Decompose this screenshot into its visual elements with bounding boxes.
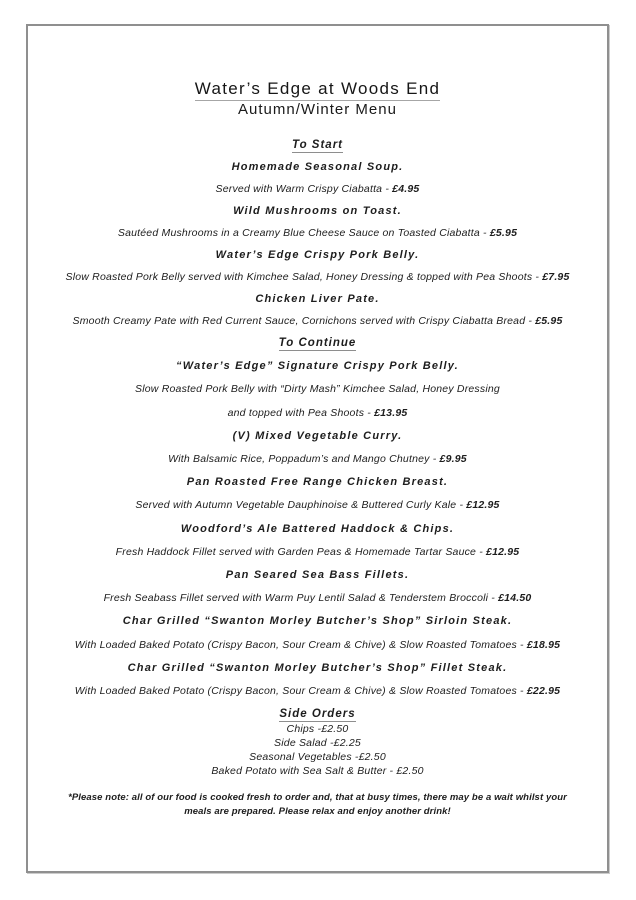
section-to-start <box>26 134 609 332</box>
section-heading-to-continue: To Continue <box>278 337 357 349</box>
menu-item-description: Slow Roasted Pork Belly served with Kimchee Salad, Honey Dressing & topped with Pea Shoots - £7.95 <box>65 271 570 283</box>
menu-item-description: With Loaded Baked Potato (Crispy Bacon, Sour Cream & Chive) & Slow Roasted Tomatoes - £18.95 <box>74 638 561 651</box>
menu-item-description: Sautéed Mushrooms in a Creamy Blue Cheese Sauce on Toasted Ciabatta - £5.95 <box>117 227 518 239</box>
menu-item-description: Smooth Creamy Pate with Red Current Sauce, Cornichons served with Crispy Ciabatta Bread - £5.95 <box>72 315 563 327</box>
menu-page <box>26 24 609 819</box>
footnote: *Please note: all of our food is cooked fresh to order and, that at busy times, there may be a wait whilst your meals are prepared. Please relax and enjoy another drink! <box>68 792 567 818</box>
price: £4.95 <box>392 183 420 195</box>
price: £5.95 <box>535 315 563 327</box>
price: £7.95 <box>542 271 570 283</box>
menu-item-name: Pan Roasted Free Range Chicken Breast. <box>186 476 449 489</box>
menu-item-name: Pan Seared Sea Bass Fillets. <box>225 569 410 582</box>
side-order-line: Side Salad -£2.25 <box>274 737 361 750</box>
menu-item-description: With Loaded Baked Potato (Crispy Bacon, Sour Cream & Chive) & Slow Roasted Tomatoes - £22.95 <box>74 685 561 698</box>
price: £22.95 <box>526 685 561 698</box>
side-order-line: Baked Potato with Sea Salt & Butter - £2.50 <box>211 765 424 778</box>
menu-item-name: “Water’s Edge” Signature Crispy Pork Belly. <box>176 360 459 373</box>
menu-item-name: Wild Mushrooms on Toast. <box>233 205 402 217</box>
menu-item-description: Served with Warm Crispy Ciabatta - £4.95 <box>215 183 420 195</box>
price: £12.95 <box>486 545 520 558</box>
price: £9.95 <box>439 453 467 466</box>
price: £13.95 <box>374 406 408 419</box>
menu-item-description: Served with Autumn Vegetable Dauphinoise & Buttered Curly Kale - £12.95 <box>135 499 500 512</box>
price: £12.95 <box>466 499 500 512</box>
section-heading-side-orders: Side Orders <box>279 708 356 721</box>
menu-item-description: Fresh Seabass Fillet served with Warm Puy Lentil Salad & Tenderstem Broccoli - £14.50 <box>103 592 532 605</box>
section-side-orders <box>26 706 609 778</box>
menu-item-name: Char Grilled “Swanton Morley Butcher’s Shop” Fillet Steak. <box>127 661 508 674</box>
menu-item-name: Chicken Liver Pate. <box>255 293 380 305</box>
side-order-line: Chips -£2.50 <box>286 723 349 736</box>
page-title <box>26 24 609 99</box>
menu-item-description: and topped with Pea Shoots - £13.95 <box>227 406 408 419</box>
section-heading-to-start: To Start <box>291 139 344 151</box>
menu-item-name: Char Grilled “Swanton Morley Butcher’s Shop” Sirloin Steak. <box>122 615 513 628</box>
menu-item-name: Water’s Edge Crispy Pork Belly. <box>215 249 420 261</box>
price: £5.95 <box>489 227 518 239</box>
menu-item-name: Homemade Seasonal Soup. <box>231 161 404 173</box>
menu-item-name: (V) Mixed Vegetable Curry. <box>232 429 403 442</box>
price: £14.50 <box>498 592 532 605</box>
section-to-continue <box>26 332 609 703</box>
menu-item-description: Fresh Haddock Fillet served with Garden Peas & Homemade Tartar Sauce - £12.95 <box>115 545 520 558</box>
price: £18.95 <box>526 638 561 651</box>
side-order-line: Seasonal Vegetables -£2.50 <box>249 751 386 764</box>
page-title-text: Water’s Edge at Woods End <box>195 79 440 101</box>
menu-item-description: With Balsamic Rice, Poppadum’s and Mango Chutney - £9.95 <box>168 453 467 466</box>
menu-item-description: Slow Roasted Pork Belly with “Dirty Mash” Kimchee Salad, Honey Dressing <box>135 383 500 396</box>
menu-item-name: Woodford’s Ale Battered Haddock & Chips. <box>180 522 455 535</box>
page-subtitle: Autumn/Winter Menu <box>238 101 397 118</box>
